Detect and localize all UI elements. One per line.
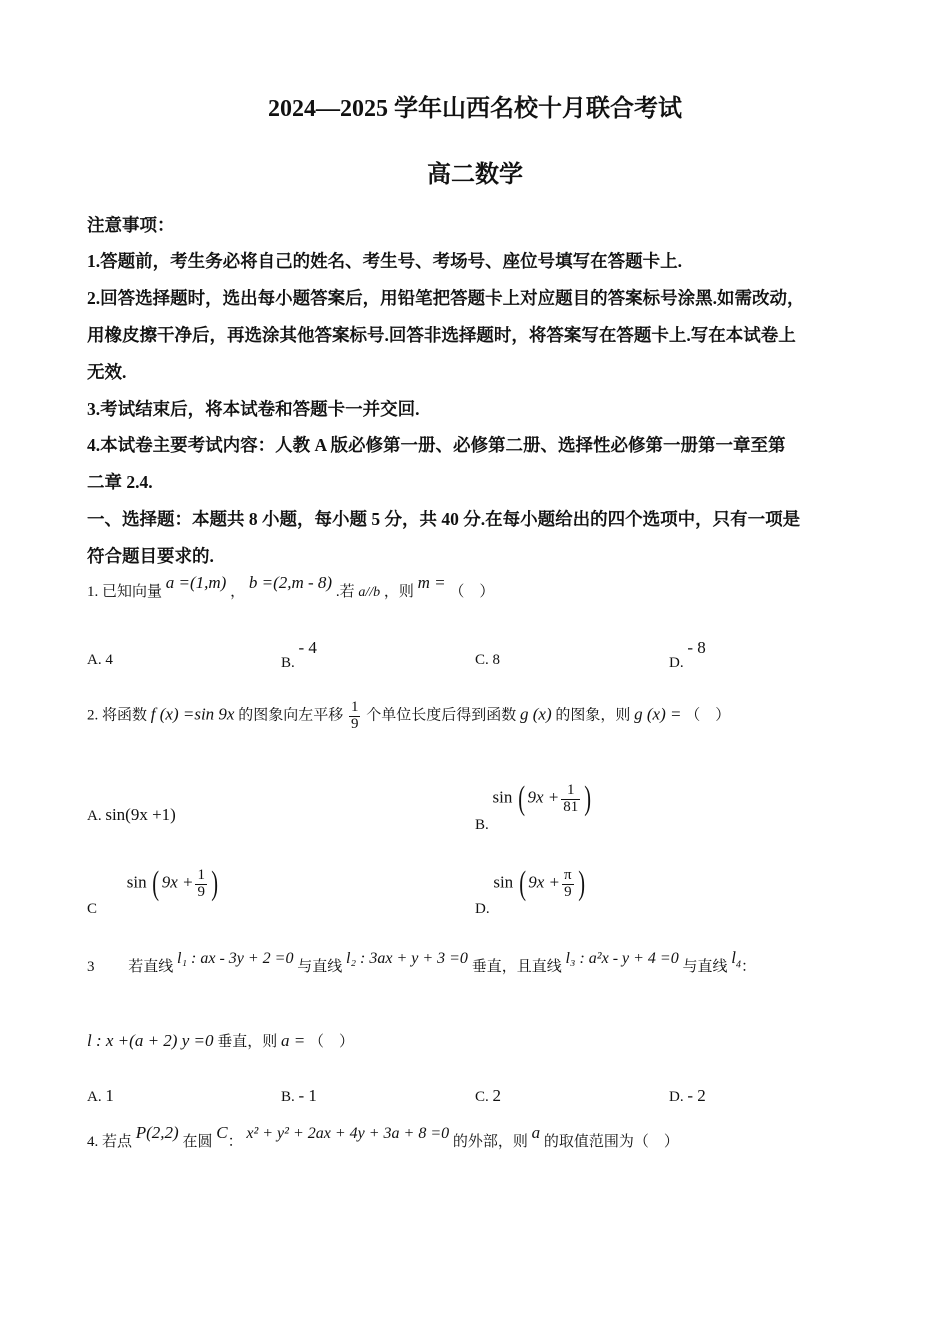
q3-text-1: 若直线 <box>128 959 174 975</box>
q2-g-equals: g (x) = <box>634 704 682 724</box>
q2-option-d: D. sin ( 9x + $\frac{\pi}{9}$ ) <box>475 865 585 918</box>
notice-item-3: 3.考试结束后，将本试卷和答题卡一并交回. <box>87 399 420 419</box>
q4-circle-name: C <box>216 1123 228 1142</box>
notice-item-2-line3: 无效. <box>87 362 127 382</box>
q1-then: ，则 <box>383 584 414 600</box>
question-4: 4. 若点 P(2,2) 在圆 C： x² + y² + 2ax + 4y + 3a + 8 =0 的外部，则 a 的取值范围为（ ） <box>87 1123 679 1150</box>
q2-shift-fraction: $\frac{1}{9}$ <box>350 699 359 732</box>
q4-a: a <box>531 1123 541 1142</box>
q3-text-4: 与直线 <box>682 959 728 975</box>
q2-blank: （ ） <box>685 707 731 724</box>
q1-option-d: D. - 8 <box>669 638 706 671</box>
notice-item-4-line1: 4.本试卷主要考试内容：人教 A 版必修第一册、必修第二册、选择性必修第一册第一章至第 <box>87 435 786 455</box>
question-3: 3 若直线 l₁ : ax - 3y + 2 =0 与直线 l₂ : 3ax + y + 3 =0 垂直，且直线 l₃ : a²x - y + 4 =0 与直线 $l_4$： <box>87 948 756 975</box>
q2-option-b: B. sin ( 9x + $\frac{1}{81}$ ) <box>475 780 592 834</box>
q3-text-5: 垂直，则 <box>217 1034 278 1050</box>
question-2 <box>87 700 730 733</box>
q3-line-l4: $l_4$ <box>731 948 741 971</box>
q4-circle-equation: x² + y² + 2ax + 4y + 3a + 8 =0 <box>246 1125 450 1142</box>
notice-item-2-line1: 2.回答选择题时，选出每小题答案后，用铅笔把答题卡上对应题目的答案标号涂黑.如需改动， <box>87 288 805 308</box>
q3-line-l1: l₁ : ax - 3y + 2 =0 <box>177 950 294 967</box>
q4-in-circle: 在圆 <box>182 1134 213 1150</box>
q1-prefix: 1. 已知向量 <box>87 584 163 600</box>
q2-shift-text: 的图象向左平移 <box>238 707 344 724</box>
q3-text-2: 与直线 <box>297 959 343 975</box>
q2-option-a: A. sin(9x +1) <box>87 805 176 824</box>
q3-option-d: D. - 2 <box>669 1086 706 1105</box>
q3-number: 3 <box>87 959 95 975</box>
q1-comma: ， <box>230 584 246 600</box>
question-3-line-2 <box>87 1030 354 1051</box>
q2-image-text: 的图象，则 <box>555 707 631 724</box>
q3-a-equals: a = <box>280 1031 306 1050</box>
section-1-instructions-line2: 符合题目要求的. <box>87 546 214 566</box>
notice-item-2-line2: 用橡皮擦干净后，再选涂其他答案标号.回答非选择题时，将答案写在答题卡上.写在本试卷上 <box>87 325 796 345</box>
q1-parallel-condition: a//b <box>358 585 381 600</box>
q1-vector-a: a =(1,m) <box>165 573 227 592</box>
exam-subject: 高二数学 <box>427 162 523 188</box>
q1-m-equals: m = <box>417 573 446 592</box>
notice-item-4-line2: 二章 2.4. <box>87 472 153 492</box>
q2-option-c: C sin ( 9x + $\frac{1}{9}$ ) <box>87 865 219 918</box>
q3-line-l2: l₂ : 3ax + y + 3 =0 <box>346 950 468 967</box>
q1-blank: （ ） <box>449 584 495 600</box>
q2-function-f: f (x) =sin 9x <box>150 704 235 724</box>
q3-text-3: 垂直，且直线 <box>471 959 562 975</box>
q4-tail: 的取值范围为（ ） <box>543 1134 679 1150</box>
q3-line-l3: l₃ : a²x - y + 4 =0 <box>565 950 679 967</box>
q3-option-a: A. 1 <box>87 1086 114 1105</box>
q3-option-b: B. - 1 <box>281 1086 317 1105</box>
q4-outside-text: 的外部，则 <box>452 1134 528 1150</box>
q3-blank: （ ） <box>308 1034 354 1050</box>
q1-if: .若 <box>335 584 355 600</box>
notice-item-1: 1.答题前，考生务必将自己的姓名、考生号、考场号、座位号填写在答题卡上. <box>87 251 682 271</box>
exam-title: 2024—2025 学年山西名校十月联合考试 <box>268 96 682 122</box>
question-1 <box>87 573 495 601</box>
q2-prefix: 2. 将函数 <box>87 707 148 724</box>
q1-option-a: A. 4 <box>87 652 113 668</box>
q1-option-c: C. 8 <box>475 652 501 668</box>
notice-heading: 注意事项： <box>87 215 175 235</box>
q2-unit-text: 个单位长度后得到函数 <box>366 707 517 724</box>
q4-prefix: 4. 若点 <box>87 1134 133 1150</box>
q2-function-g: g (x) <box>520 704 552 724</box>
q3-option-c: C. 2 <box>475 1086 502 1105</box>
section-1-instructions-line1: 一、选择题：本题共 8 小题，每小题 5 分，共 40 分.在每小题给出的四个选项中，只有一项是 <box>87 509 801 529</box>
q1-vector-b: b =(2,m - 8) <box>248 573 333 592</box>
q3-line-l: l : x +(a + 2) y =0 <box>87 1031 214 1050</box>
q4-point: P(2,2) <box>135 1123 179 1142</box>
q1-option-b: B. - 4 <box>281 638 317 671</box>
